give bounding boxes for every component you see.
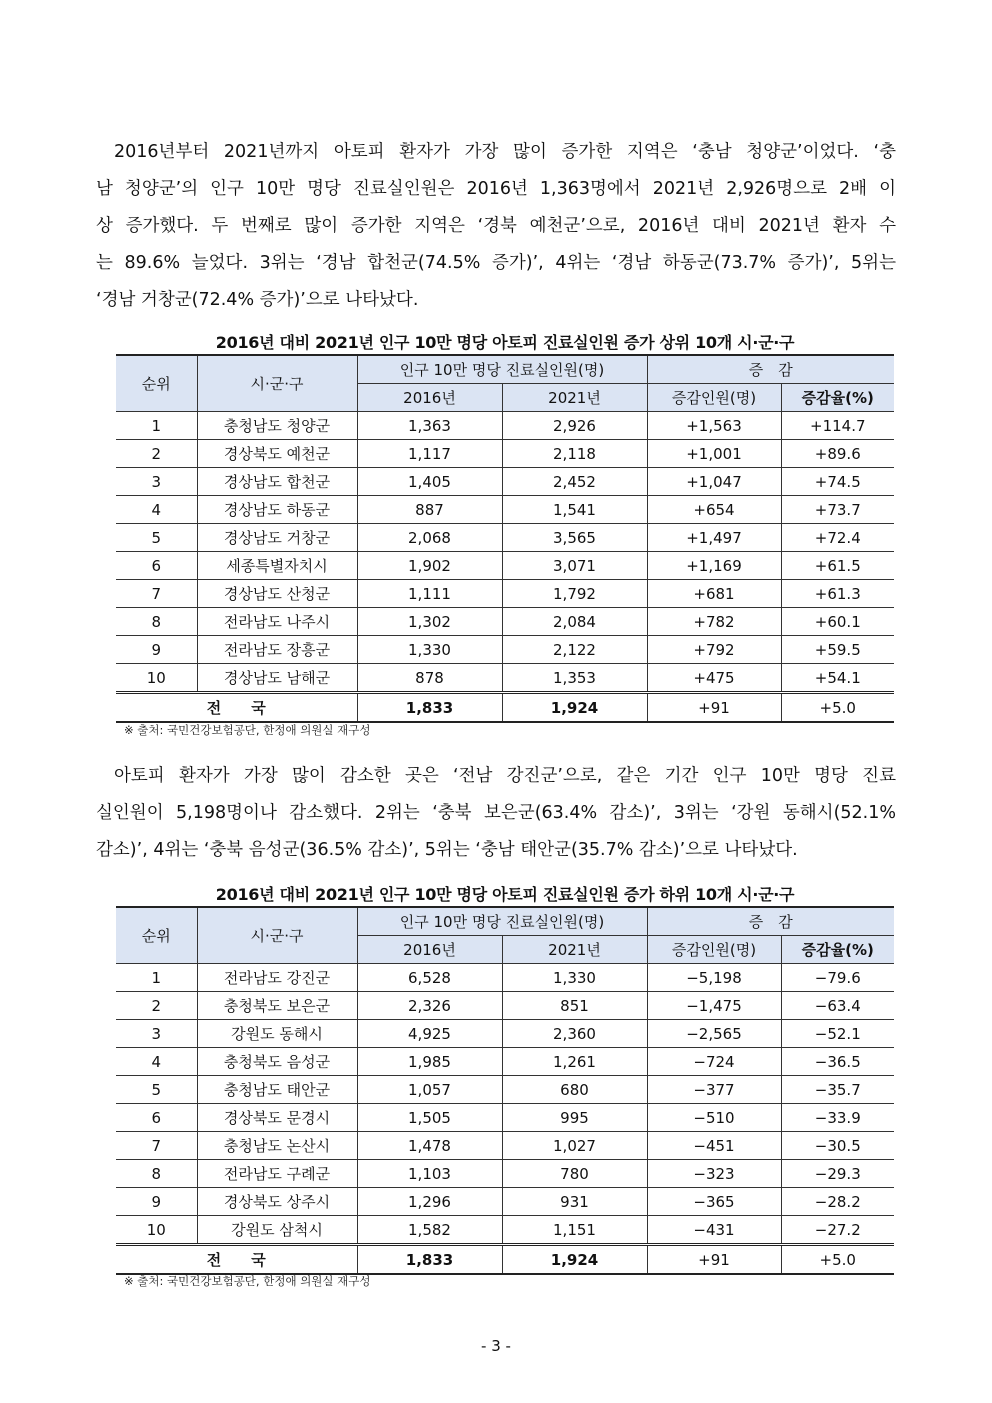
table-row (116, 1160, 894, 1188)
table-total-row (116, 1245, 894, 1275)
cell-diff: +1,497 (647, 524, 781, 552)
table-increase-top10 (116, 354, 894, 723)
cell-diff: −451 (647, 1132, 781, 1160)
header-diff: 증감인원(명) (647, 936, 781, 964)
header-patients-group: 인구 10만 명당 진료실인원(명) (357, 355, 647, 384)
table-row (116, 1216, 894, 1245)
cell-total-2016: 1,833 (357, 1245, 502, 1275)
header-patients-group: 인구 10만 명당 진료실인원(명) (357, 907, 647, 936)
cell-rank: 5 (116, 1076, 197, 1104)
page-number: - 3 - (481, 1337, 511, 1355)
table-row (116, 636, 894, 664)
cell-rank: 6 (116, 552, 197, 580)
header-2016: 2016년 (357, 936, 502, 964)
cell-2016: 1,103 (357, 1160, 502, 1188)
cell-2021: 1,330 (502, 964, 647, 992)
cell-rate: −33.9 (781, 1104, 894, 1132)
cell-rank: 9 (116, 1188, 197, 1216)
cell-2016: 1,405 (357, 468, 502, 496)
cell-region: 전라남도 강진군 (197, 964, 357, 992)
cell-2021: 2,926 (502, 412, 647, 440)
cell-rate: −29.3 (781, 1160, 894, 1188)
cell-rate: −28.2 (781, 1188, 894, 1216)
cell-2021: 3,071 (502, 552, 647, 580)
table-row (116, 552, 894, 580)
cell-2021: 1,261 (502, 1048, 647, 1076)
cell-rate: +89.6 (781, 440, 894, 468)
cell-2016: 6,528 (357, 964, 502, 992)
cell-2016: 887 (357, 496, 502, 524)
cell-rank: 5 (116, 524, 197, 552)
cell-rate: +72.4 (781, 524, 894, 552)
paragraph-line: 남 청양군’의 인구 10만 명당 진료실인원은 2016년 1,363명에서 2021년 2,926명으로 2배 이 (96, 179, 896, 199)
cell-rate: +114.7 (781, 412, 894, 440)
cell-2016: 2,068 (357, 524, 502, 552)
table-row (116, 1020, 894, 1048)
cell-diff: +475 (647, 664, 781, 693)
cell-rank: 8 (116, 608, 197, 636)
paragraph-line: 는 89.6% 늘었다. 3위는 ‘경남 합천군(74.5% 증가)’, 4위는 ‘경남 하동군(73.7% 증가)’, 5위는 (96, 253, 896, 273)
cell-region: 경상남도 합천군 (197, 468, 357, 496)
cell-2016: 4,925 (357, 1020, 502, 1048)
cell-rate: −30.5 (781, 1132, 894, 1160)
cell-region: 충청북도 음성군 (197, 1048, 357, 1076)
table-row (116, 580, 894, 608)
cell-rank: 1 (116, 964, 197, 992)
header-2021: 2021년 (502, 384, 647, 412)
cell-diff: +782 (647, 608, 781, 636)
cell-2016: 878 (357, 664, 502, 693)
cell-region: 경상남도 산청군 (197, 580, 357, 608)
cell-diff: −510 (647, 1104, 781, 1132)
cell-rate: +74.5 (781, 468, 894, 496)
paragraph-line: 아토피 환자가 가장 많이 감소한 곳은 ‘전남 강진군’으로, 같은 기간 인구 10만 명당 진료 (114, 766, 896, 786)
cell-rank: 7 (116, 1132, 197, 1160)
cell-diff: −5,198 (647, 964, 781, 992)
table2-source: ※ 출처: 국민건강보험공단, 한정애 의원실 재구성 (124, 1274, 371, 1288)
cell-diff: +1,563 (647, 412, 781, 440)
cell-rate: −27.2 (781, 1216, 894, 1245)
cell-2021: 2,122 (502, 636, 647, 664)
cell-region: 전라남도 장흥군 (197, 636, 357, 664)
cell-rate: +73.7 (781, 496, 894, 524)
cell-rate: +61.3 (781, 580, 894, 608)
header-rate: 증감율(%) (781, 384, 894, 412)
cell-2021: 1,353 (502, 664, 647, 693)
header-change-group: 증 감 (647, 355, 894, 384)
table1-source: ※ 출처: 국민건강보험공단, 한정애 의원실 재구성 (124, 723, 371, 737)
cell-2016: 1,296 (357, 1188, 502, 1216)
header-rank: 순위 (116, 355, 197, 412)
header-change-group: 증 감 (647, 907, 894, 936)
paragraph-line: 실인원이 5,198명이나 감소했다. 2위는 ‘충북 보은군(63.4% 감소)’, 3위는 ‘강원 동해시(52.1% (96, 803, 896, 823)
cell-rate: +60.1 (781, 608, 894, 636)
cell-2021: 2,084 (502, 608, 647, 636)
cell-rate: +54.1 (781, 664, 894, 693)
table-total-row (116, 693, 894, 723)
cell-diff: +1,047 (647, 468, 781, 496)
cell-total-diff: +91 (647, 1245, 781, 1275)
cell-region: 강원도 동해시 (197, 1020, 357, 1048)
cell-2016: 1,478 (357, 1132, 502, 1160)
cell-2021: 2,360 (502, 1020, 647, 1048)
cell-rank: 3 (116, 1020, 197, 1048)
cell-region: 경상북도 예천군 (197, 440, 357, 468)
table-row (116, 664, 894, 693)
header-rank: 순위 (116, 907, 197, 964)
cell-region: 경상북도 상주시 (197, 1188, 357, 1216)
table-row (116, 1048, 894, 1076)
cell-region: 경상남도 하동군 (197, 496, 357, 524)
cell-2016: 1,057 (357, 1076, 502, 1104)
cell-rank: 10 (116, 1216, 197, 1245)
table1-caption: 2016년 대비 2021년 인구 10만 명당 아토피 진료실인원 증가 상위 10개 시·군·구 (215, 333, 795, 352)
table2-caption: 2016년 대비 2021년 인구 10만 명당 아토피 진료실인원 증가 하위 10개 시·군·구 (215, 885, 795, 904)
header-region: 시·군·구 (197, 907, 357, 964)
cell-rank: 2 (116, 440, 197, 468)
cell-2021: 931 (502, 1188, 647, 1216)
cell-2016: 1,505 (357, 1104, 502, 1132)
table-row (116, 524, 894, 552)
cell-rate: +59.5 (781, 636, 894, 664)
cell-2021: 3,565 (502, 524, 647, 552)
cell-rate: −79.6 (781, 964, 894, 992)
header-2021: 2021년 (502, 936, 647, 964)
cell-rank: 3 (116, 468, 197, 496)
cell-2021: 1,541 (502, 496, 647, 524)
header-rate: 증감율(%) (781, 936, 894, 964)
table-row (116, 412, 894, 440)
cell-total-2021: 1,924 (502, 693, 647, 723)
cell-total-label: 전 국 (116, 693, 357, 723)
cell-total-2021: 1,924 (502, 1245, 647, 1275)
cell-2021: 995 (502, 1104, 647, 1132)
cell-diff: +681 (647, 580, 781, 608)
table-row (116, 1132, 894, 1160)
cell-rate: −52.1 (781, 1020, 894, 1048)
cell-rank: 1 (116, 412, 197, 440)
cell-region: 충청남도 논산시 (197, 1132, 357, 1160)
cell-2021: 2,118 (502, 440, 647, 468)
table-row (116, 496, 894, 524)
cell-rate: −36.5 (781, 1048, 894, 1076)
cell-rank: 2 (116, 992, 197, 1020)
cell-rate: −63.4 (781, 992, 894, 1020)
cell-total-rate: +5.0 (781, 1245, 894, 1275)
cell-diff: +792 (647, 636, 781, 664)
cell-rank: 4 (116, 1048, 197, 1076)
cell-total-rate: +5.0 (781, 693, 894, 723)
header-region: 시·군·구 (197, 355, 357, 412)
table-row (116, 440, 894, 468)
cell-diff: +1,001 (647, 440, 781, 468)
cell-region: 충청남도 청양군 (197, 412, 357, 440)
paragraph-line: 상 증가했다. 두 번째로 많이 증가한 지역은 ‘경북 예천군’으로, 2016년 대비 2021년 환자 수 (96, 216, 896, 236)
cell-2021: 780 (502, 1160, 647, 1188)
table-row (116, 964, 894, 992)
cell-total-diff: +91 (647, 693, 781, 723)
paragraph-line: 감소)’, 4위는 ‘충북 음성군(36.5% 감소)’, 5위는 ‘충남 태안군(35.7% 감소)’으로 나타났다. (96, 840, 798, 860)
cell-2021: 2,452 (502, 468, 647, 496)
table-row (116, 608, 894, 636)
paragraph-decrease (96, 758, 896, 869)
paragraph-increase (96, 134, 896, 319)
cell-region: 충청남도 태안군 (197, 1076, 357, 1104)
table-row (116, 992, 894, 1020)
cell-rank: 10 (116, 664, 197, 693)
cell-2021: 1,027 (502, 1132, 647, 1160)
cell-diff: −1,475 (647, 992, 781, 1020)
cell-rank: 8 (116, 1160, 197, 1188)
cell-2016: 1,330 (357, 636, 502, 664)
cell-total-2016: 1,833 (357, 693, 502, 723)
cell-rate: +61.5 (781, 552, 894, 580)
cell-region: 충청북도 보은군 (197, 992, 357, 1020)
cell-diff: +654 (647, 496, 781, 524)
cell-diff: −431 (647, 1216, 781, 1245)
cell-region: 강원도 삼척시 (197, 1216, 357, 1245)
cell-diff: +1,169 (647, 552, 781, 580)
header-2016: 2016년 (357, 384, 502, 412)
cell-rank: 7 (116, 580, 197, 608)
cell-2021: 680 (502, 1076, 647, 1104)
cell-diff: −377 (647, 1076, 781, 1104)
cell-rank: 9 (116, 636, 197, 664)
paragraph-line: 2016년부터 2021년까지 아토피 환자가 가장 많이 증가한 지역은 ‘충남 청양군’이었다. ‘충 (114, 142, 896, 162)
cell-rank: 6 (116, 1104, 197, 1132)
cell-2016: 1,111 (357, 580, 502, 608)
cell-2016: 1,302 (357, 608, 502, 636)
cell-region: 세종특별자치시 (197, 552, 357, 580)
header-diff: 증감인원(명) (647, 384, 781, 412)
cell-rank: 4 (116, 496, 197, 524)
cell-2016: 1,117 (357, 440, 502, 468)
cell-2016: 1,902 (357, 552, 502, 580)
cell-2021: 851 (502, 992, 647, 1020)
cell-2021: 1,792 (502, 580, 647, 608)
cell-total-label: 전 국 (116, 1245, 357, 1275)
cell-diff: −323 (647, 1160, 781, 1188)
cell-region: 전라남도 나주시 (197, 608, 357, 636)
table-decrease-bottom10 (116, 906, 894, 1275)
cell-rate: −35.7 (781, 1076, 894, 1104)
table-row (116, 1188, 894, 1216)
table-row (116, 468, 894, 496)
table-row (116, 1076, 894, 1104)
cell-diff: −365 (647, 1188, 781, 1216)
cell-region: 전라남도 구례군 (197, 1160, 357, 1188)
cell-2016: 1,363 (357, 412, 502, 440)
cell-2016: 2,326 (357, 992, 502, 1020)
cell-region: 경상남도 남해군 (197, 664, 357, 693)
cell-diff: −724 (647, 1048, 781, 1076)
cell-2016: 1,985 (357, 1048, 502, 1076)
paragraph-line: ‘경남 거창군(72.4% 증가)’으로 나타났다. (96, 290, 419, 310)
cell-diff: −2,565 (647, 1020, 781, 1048)
cell-region: 경상남도 거창군 (197, 524, 357, 552)
cell-2016: 1,582 (357, 1216, 502, 1245)
table-row (116, 1104, 894, 1132)
cell-2021: 1,151 (502, 1216, 647, 1245)
cell-region: 경상북도 문경시 (197, 1104, 357, 1132)
